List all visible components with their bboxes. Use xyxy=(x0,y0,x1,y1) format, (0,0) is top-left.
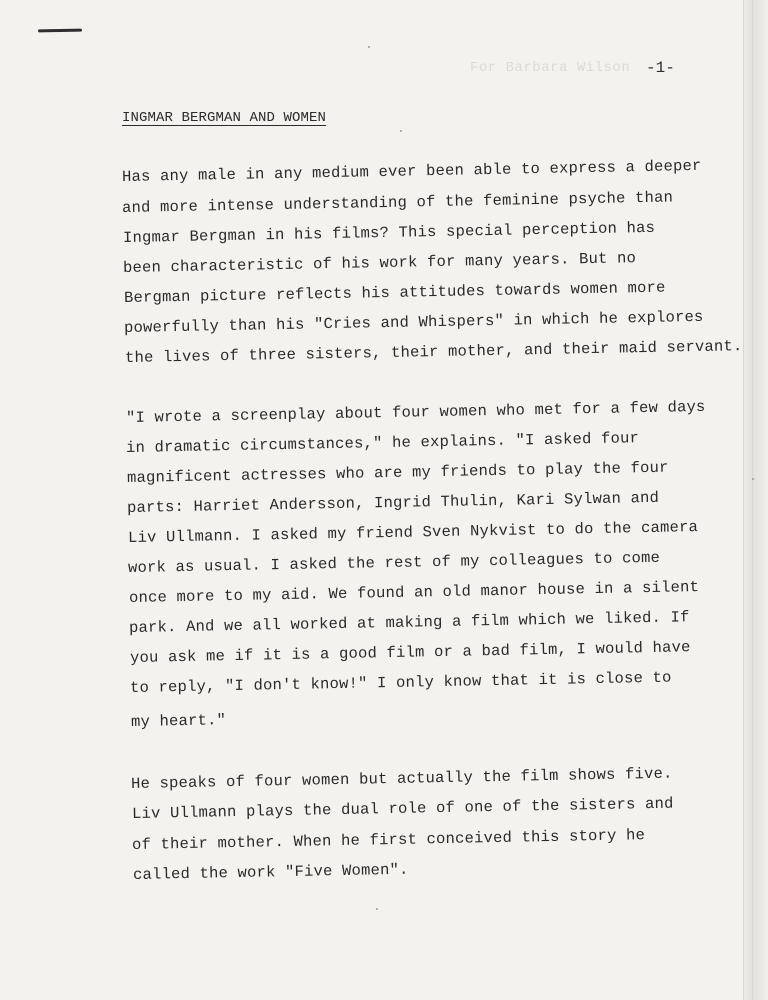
text-line: to reply, "I don't know!" I only know that it is close to xyxy=(129,668,672,697)
text-line: you ask me if it is a good film or a bad film, I would have xyxy=(129,638,691,667)
text-line: Liv Ullmann. I asked my friend Sven Nykvist to do the camera xyxy=(127,518,699,547)
text-line: magnificent actresses who are my friends to play the four xyxy=(126,458,669,487)
paper-speck xyxy=(752,478,754,480)
text-line: the lives of three sisters, their mother, and their maid servant. xyxy=(124,337,743,367)
paper-speck xyxy=(400,130,402,132)
text-line: Bergman picture reflects his attitudes towards women more xyxy=(123,278,666,307)
text-line: in dramatic circumstances," he explains. "I asked four xyxy=(125,429,640,457)
text-line: park. And we all worked at making a film which we liked. If xyxy=(128,608,690,637)
text-line: Has any male in any medium ever been able to express a deeper xyxy=(121,156,702,186)
text-line: and more intense understanding of the feminine psyche than xyxy=(121,188,674,217)
page-number: -1- xyxy=(646,59,675,77)
paper-speck xyxy=(368,46,370,48)
text-line: of their mother. When he first conceived this story he xyxy=(131,826,646,854)
text-line: work as usual. I asked the rest of my colleagues to come xyxy=(127,548,661,577)
text-line: been characteristic of his work for many years. But no xyxy=(122,249,637,277)
text-line: parts: Harriet Andersson, Ingrid Thulin, Kari Sylwan and xyxy=(126,488,660,517)
faint-bleed-through-note: For Barbara Wilson xyxy=(470,60,631,76)
text-line: Ingmar Bergman in his films? This special perception has xyxy=(122,218,656,247)
document-title: INGMAR BERGMAN AND WOMEN xyxy=(122,110,327,126)
text-line: Liv Ullmann plays the dual role of one of the sisters and xyxy=(131,794,674,823)
text-line: my heart." xyxy=(130,711,227,731)
text-line: once more to my aid. We found an old manor house in a silent xyxy=(128,578,700,607)
text-line: He speaks of four women but actually the film shows five. xyxy=(130,764,673,793)
paper-speck xyxy=(376,908,378,910)
staple-mark xyxy=(38,29,82,33)
stacked-page-edges xyxy=(743,0,768,1000)
text-line: called the work "Five Women". xyxy=(132,860,409,884)
text-line: powerfully than his "Cries and Whispers" in which he explores xyxy=(123,307,704,337)
text-line: "I wrote a screenplay about four women who met for a few days xyxy=(125,397,706,427)
